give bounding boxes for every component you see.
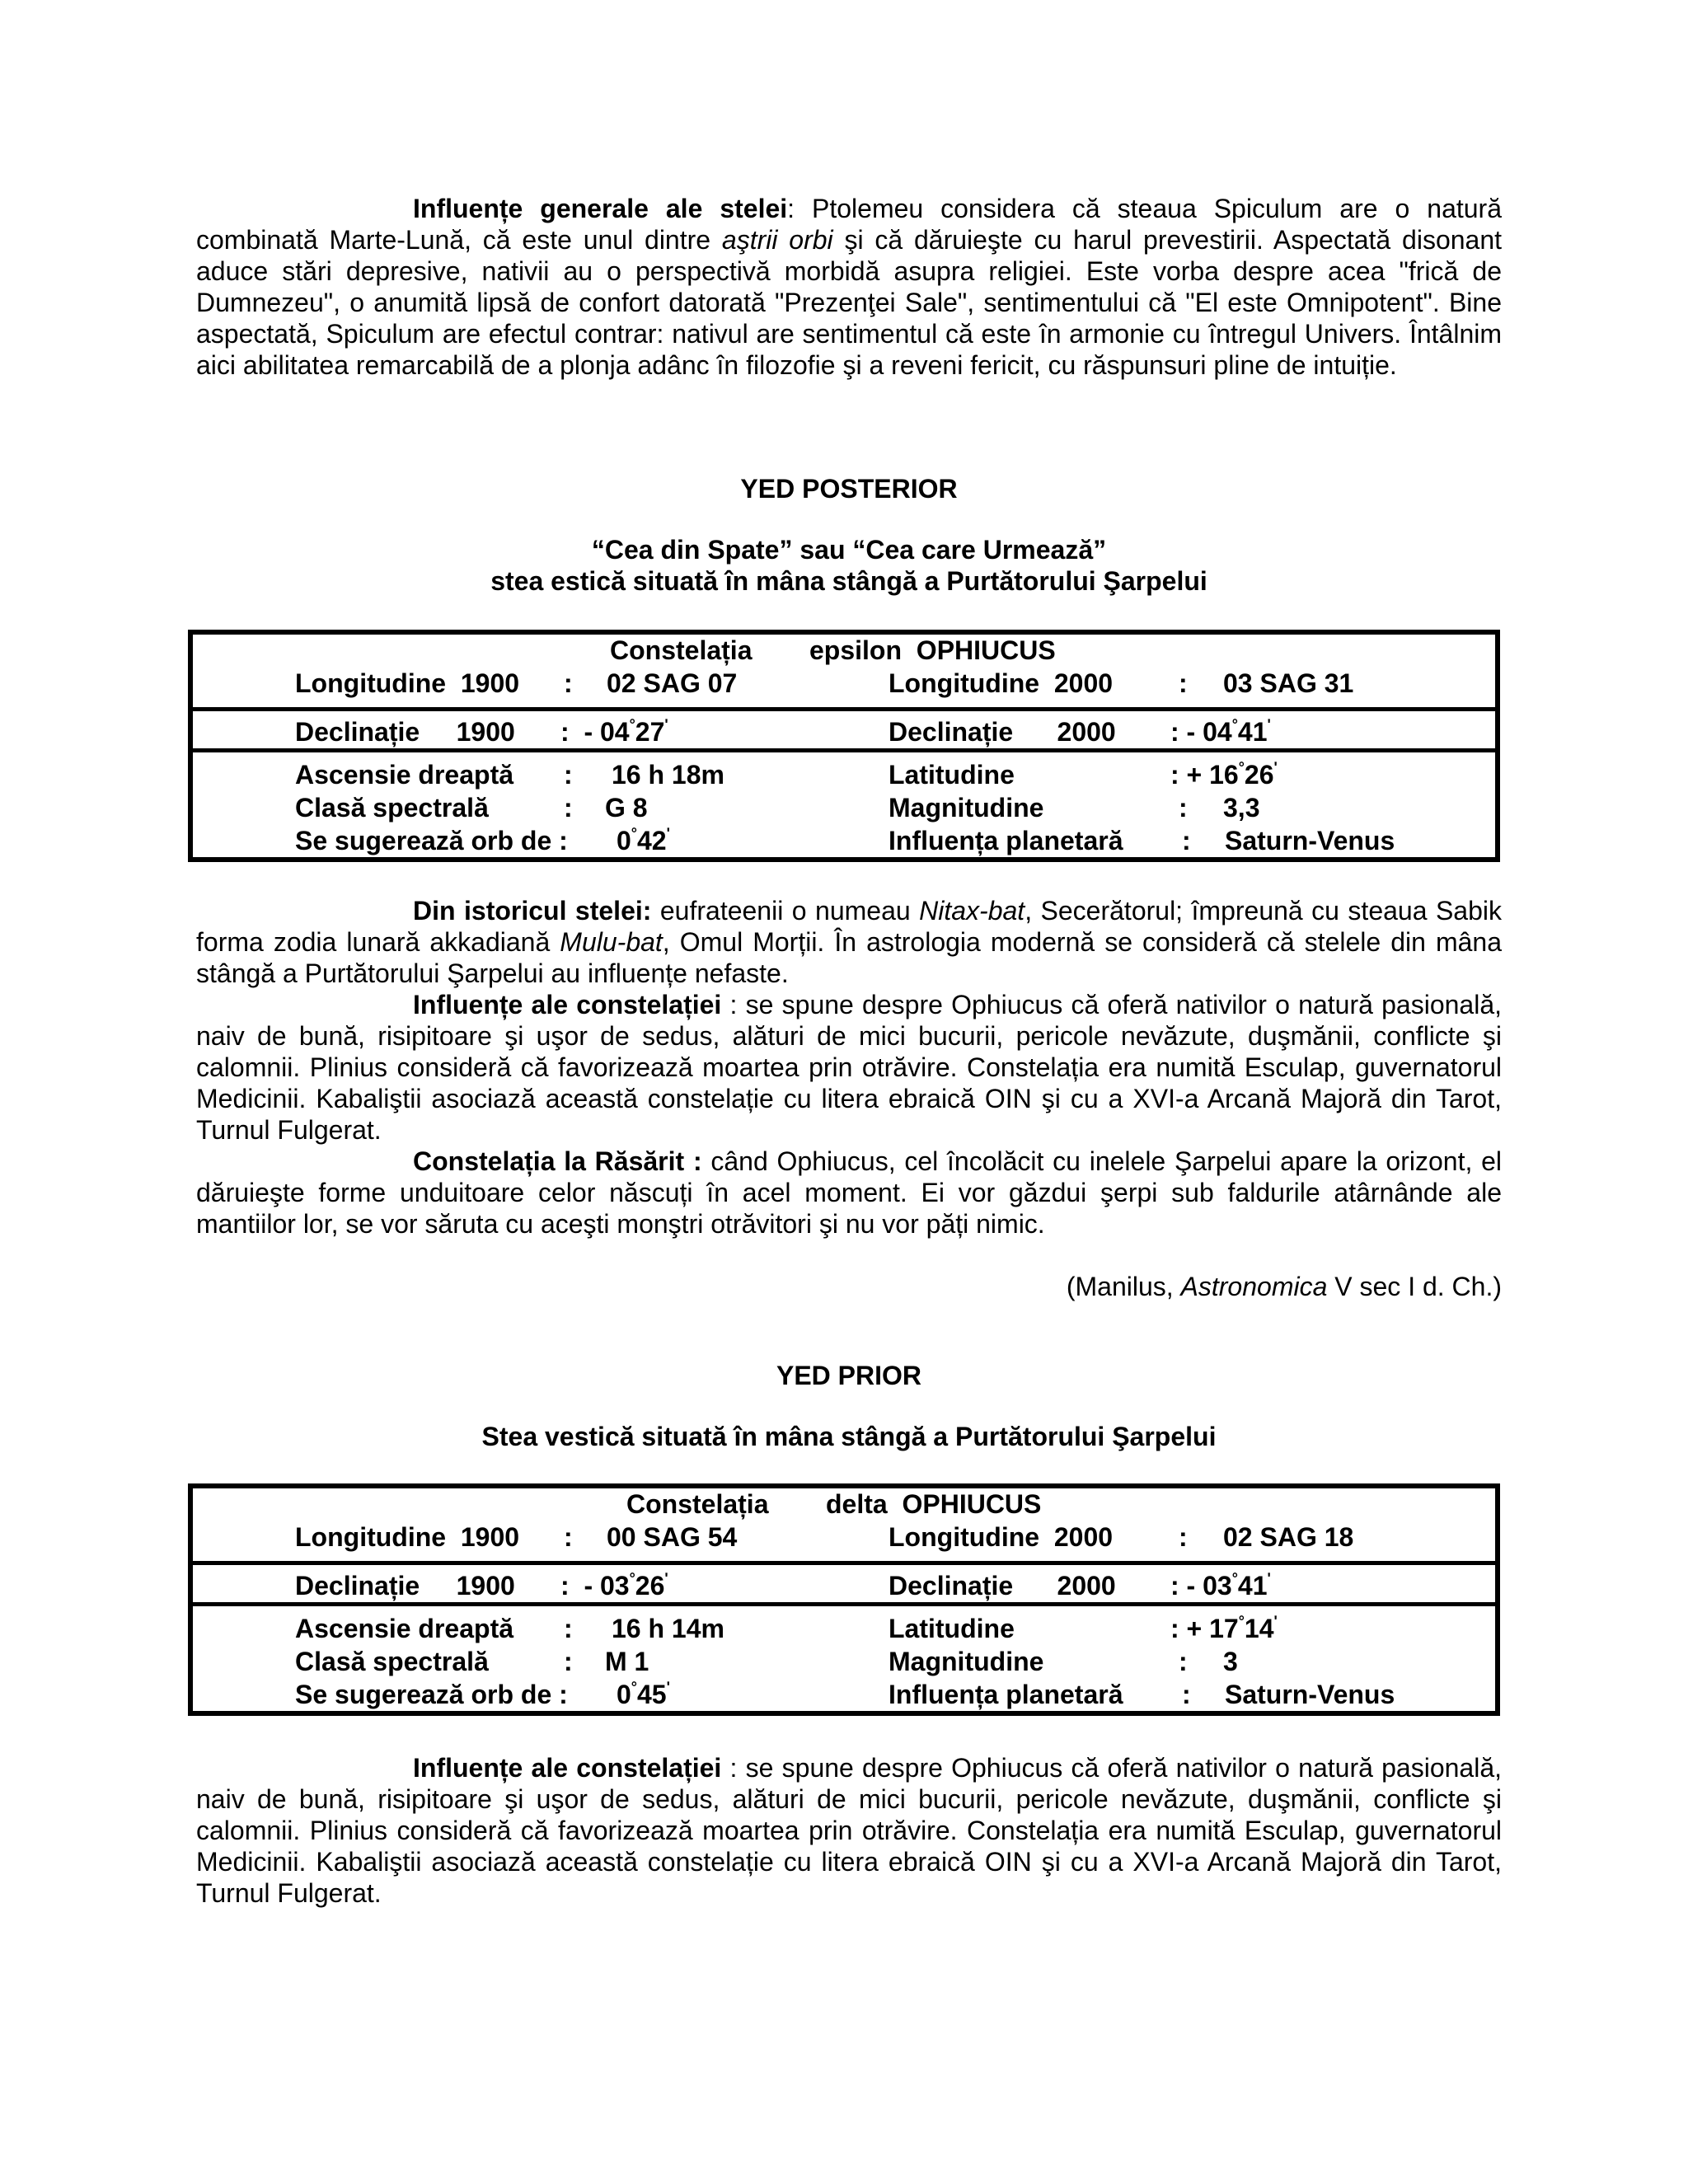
- intro-italic: aştrii orbi: [721, 225, 833, 255]
- longitude-2000-value: 02 SAG 18: [1223, 1522, 1354, 1552]
- declination-2000-value: : - $03^\circ 41^ʹ$: [1170, 1570, 1271, 1601]
- star1-subtitle-2: stea estică situată în mâna stângă a Purtătorului Şarpelui: [490, 566, 1207, 596]
- star1-data-table: [188, 630, 1500, 862]
- declination-1900-label: Declinație 1900: [295, 1571, 515, 1601]
- constellation-influence-text: : se spune despre Ophiucus că oferă nativilor o natură pasională, naiv de bună, risipitoare şi uşor de sedus, alături de mici bucurii, pericole nevăzute, duşmănii, conflicte şi calomnii. Plinius consideră că favorizează moartea prin otrăvire. Constelația era numită Esculap, guvernatorul Medicinii. Kabaliştii asociază această constelație cu litera ebraică OIN şi cu a XVI-a Arcană Majoră din Tarot, Turnul Fulgerat.: [196, 990, 1503, 1145]
- latitude-label: Latitudine: [889, 760, 1015, 790]
- constellation-influence-paragraph: [196, 1752, 1502, 1909]
- planetary-influence-value: Saturn-Venus: [1225, 826, 1395, 855]
- table-section-longitude: [193, 1488, 1495, 1561]
- right-ascension-label: Ascensie dreaptă: [295, 760, 514, 790]
- longitude-2000-label: Longitudine 2000: [889, 1522, 1114, 1552]
- longitude-1900-label: Longitudine 1900: [295, 668, 520, 698]
- planetary-influence-value: Saturn-Venus: [1225, 1680, 1395, 1709]
- star2-subtitle: Stea vestică situată în mâna stângă a Purtătorului Şarpelui: [481, 1422, 1217, 1451]
- citation: (Manilus, Astronomica V sec I d. Ch.): [1066, 1272, 1502, 1301]
- planetary-influence-label: Influența planetară: [889, 1680, 1123, 1709]
- right-ascension-value: 16 h 18m: [612, 760, 724, 790]
- intro-label: Influențe generale ale stelei: [413, 194, 788, 223]
- history-paragraph: Din istoricul stelei: eufrateenii o numeau Nitax-bat, Secerătorul; împreună cu steaua Sabik forma zodia lunară akkadiană Mulu-bat, Omul Morții. În astrologia modernă se consideră că stelele din mâna stângă a Purtătorului Şarpelui au influențe nefaste.: [196, 896, 1503, 988]
- orb-value: $0^\circ 42^ʹ$: [617, 825, 670, 855]
- star2-text-section: [196, 1752, 1502, 1909]
- intro-text-end: şi că dăruieşte cu harul prevestirii. Aspectată disonant aduce stări depresive, nativii au o perspectivă morbidă asupra religiei. Este vorba despre acea "frică de Dumnezeu", o anumită lipsă de confort datorată "Prezenţei Sale", sentimentului că "El este Omnipotent". Bine aspectată, Spiculum are efectul contrar: nativul are sentimentul că este în armonie cu întregul Univers. Întâlnim aici abilitatea remarcabilă de a plonja adânc în filozofie şi a reveni fericit, cu răspunsuri pline de intuiție.: [196, 225, 1503, 380]
- declination-1900-value: : - $04^\circ 27^ʹ$: [560, 716, 668, 747]
- longitude-1900-label: Longitudine 1900: [295, 1522, 520, 1552]
- magnitude-label: Magnitudine: [889, 793, 1044, 823]
- constellation-influence-text: : se spune despre Ophiucus că oferă nativilor o natură pasională, naiv de bună, risipitoare şi uşor de sedus, alături de mici bucurii, pericole nevăzute, duşmănii, conflicte şi calomnii. Plinius consideră că favorizează moartea prin otrăvire. Constelația era numită Esculap, guvernatorul Medicinii. Kabaliştii asociază această constelație cu litera ebraică OIN şi cu a XVI-a Arcană Majoră din Tarot, Turnul Fulgerat.: [196, 1753, 1503, 1908]
- rising-paragraph: [196, 1146, 1502, 1240]
- history-italic-1: Nitax-bat: [919, 896, 1025, 926]
- constellation-label: Constelația: [626, 1489, 769, 1519]
- spectral-class-value: M 1: [605, 1647, 649, 1676]
- latitude-label: Latitudine: [889, 1614, 1015, 1643]
- colon: :: [1179, 793, 1188, 823]
- right-ascension-value: 16 h 14m: [612, 1614, 724, 1643]
- colon: :: [564, 1647, 573, 1676]
- spectral-class-value: G 8: [605, 793, 648, 823]
- star2-data-table: [188, 1483, 1500, 1716]
- constellation-influence-label: Influențe ale constelației: [413, 1753, 722, 1783]
- spectral-class-label: Clasă spectrală: [295, 1647, 489, 1676]
- constellation-influence-paragraph: [196, 989, 1502, 1146]
- orb-label: Se sugerează orb de :: [295, 826, 568, 855]
- colon: :: [1182, 1680, 1191, 1709]
- colon: :: [564, 1614, 573, 1643]
- star1-title: YED POSTERIOR: [740, 474, 958, 504]
- rising-label: Constelația la Răsărit :: [413, 1146, 702, 1176]
- table-section-properties: [193, 748, 1495, 857]
- table-section-properties: [193, 1602, 1495, 1711]
- right-ascension-label: Ascensie dreaptă: [295, 1614, 514, 1643]
- longitude-2000-label: Longitudine 2000: [889, 668, 1114, 698]
- colon: :: [1179, 1647, 1188, 1676]
- constellation-label: Constelația: [610, 635, 753, 665]
- colon: :: [564, 668, 573, 698]
- star1-text-section: [196, 895, 1502, 1302]
- colon: :: [1179, 668, 1188, 698]
- orb-value: $0^\circ 45^ʹ$: [617, 1679, 670, 1709]
- orb-label: Se sugerează orb de :: [295, 1680, 568, 1709]
- intro-paragraph: [196, 193, 1502, 381]
- star2-heading: [196, 1360, 1502, 1452]
- table-section-declination: [193, 1561, 1495, 1602]
- declination-2000-label: Declinație 2000: [889, 717, 1116, 747]
- magnitude-value: 3: [1223, 1647, 1238, 1676]
- declination-1900-label: Declinație 1900: [295, 717, 515, 747]
- intro-text: : Ptolemeu considera că steaua Spiculum are o natură combinată Marte-Lună, că este unul dintre: [196, 194, 1503, 255]
- declination-2000-label: Declinație 2000: [889, 1571, 1116, 1601]
- star1-heading: [196, 473, 1502, 597]
- history-italic-2: Mulu-bat: [560, 927, 663, 957]
- longitude-2000-value: 03 SAG 31: [1223, 668, 1354, 698]
- intro-section: [196, 193, 1502, 381]
- colon: :: [1179, 1522, 1188, 1552]
- table-section-declination: [193, 707, 1495, 748]
- history-label: Din istoricul stelei:: [413, 896, 652, 926]
- star2-title: YED PRIOR: [776, 1361, 922, 1390]
- latitude-value: : + $17^\circ 14^ʹ$: [1170, 1613, 1278, 1643]
- planetary-influence-label: Influența planetară: [889, 826, 1123, 855]
- constellation-value: delta OPHIUCUS: [826, 1489, 1042, 1519]
- colon: :: [1182, 826, 1191, 855]
- constellation-value: epsilon OPHIUCUS: [809, 635, 1056, 665]
- colon: :: [564, 1522, 573, 1552]
- magnitude-value: 3,3: [1223, 793, 1260, 823]
- declination-2000-value: : - $04^\circ 41^ʹ$: [1170, 716, 1271, 747]
- table-section-longitude: [193, 635, 1495, 707]
- star1-subtitle-1: “Cea din Spate” sau “Cea care Urmează”: [591, 535, 1107, 565]
- longitude-1900-value: 02 SAG 07: [607, 668, 738, 698]
- spectral-class-label: Clasă spectrală: [295, 793, 489, 823]
- citation-italic: Astronomica: [1180, 1272, 1328, 1301]
- rising-text: când Ophiucus, cel încolăcit cu inelele Şarpelui apare la orizont, el dăruieşte forme unduitoare celor născuți în acel moment. Ei vor găzdui şerpi sub faldurile atârnânde ale mantiilor lor, se vor săruta cu aceşti monştri otrăvitori şi nu vor păți nimic.: [196, 1146, 1503, 1239]
- colon: :: [564, 793, 573, 823]
- longitude-1900-value: 00 SAG 54: [607, 1522, 738, 1552]
- colon: :: [564, 760, 573, 790]
- latitude-value: : + $16^\circ 26^ʹ$: [1170, 759, 1278, 790]
- magnitude-label: Magnitudine: [889, 1647, 1044, 1676]
- constellation-influence-label: Influențe ale constelației: [413, 990, 722, 1019]
- declination-1900-value: : - $03^\circ 26^ʹ$: [560, 1570, 668, 1601]
